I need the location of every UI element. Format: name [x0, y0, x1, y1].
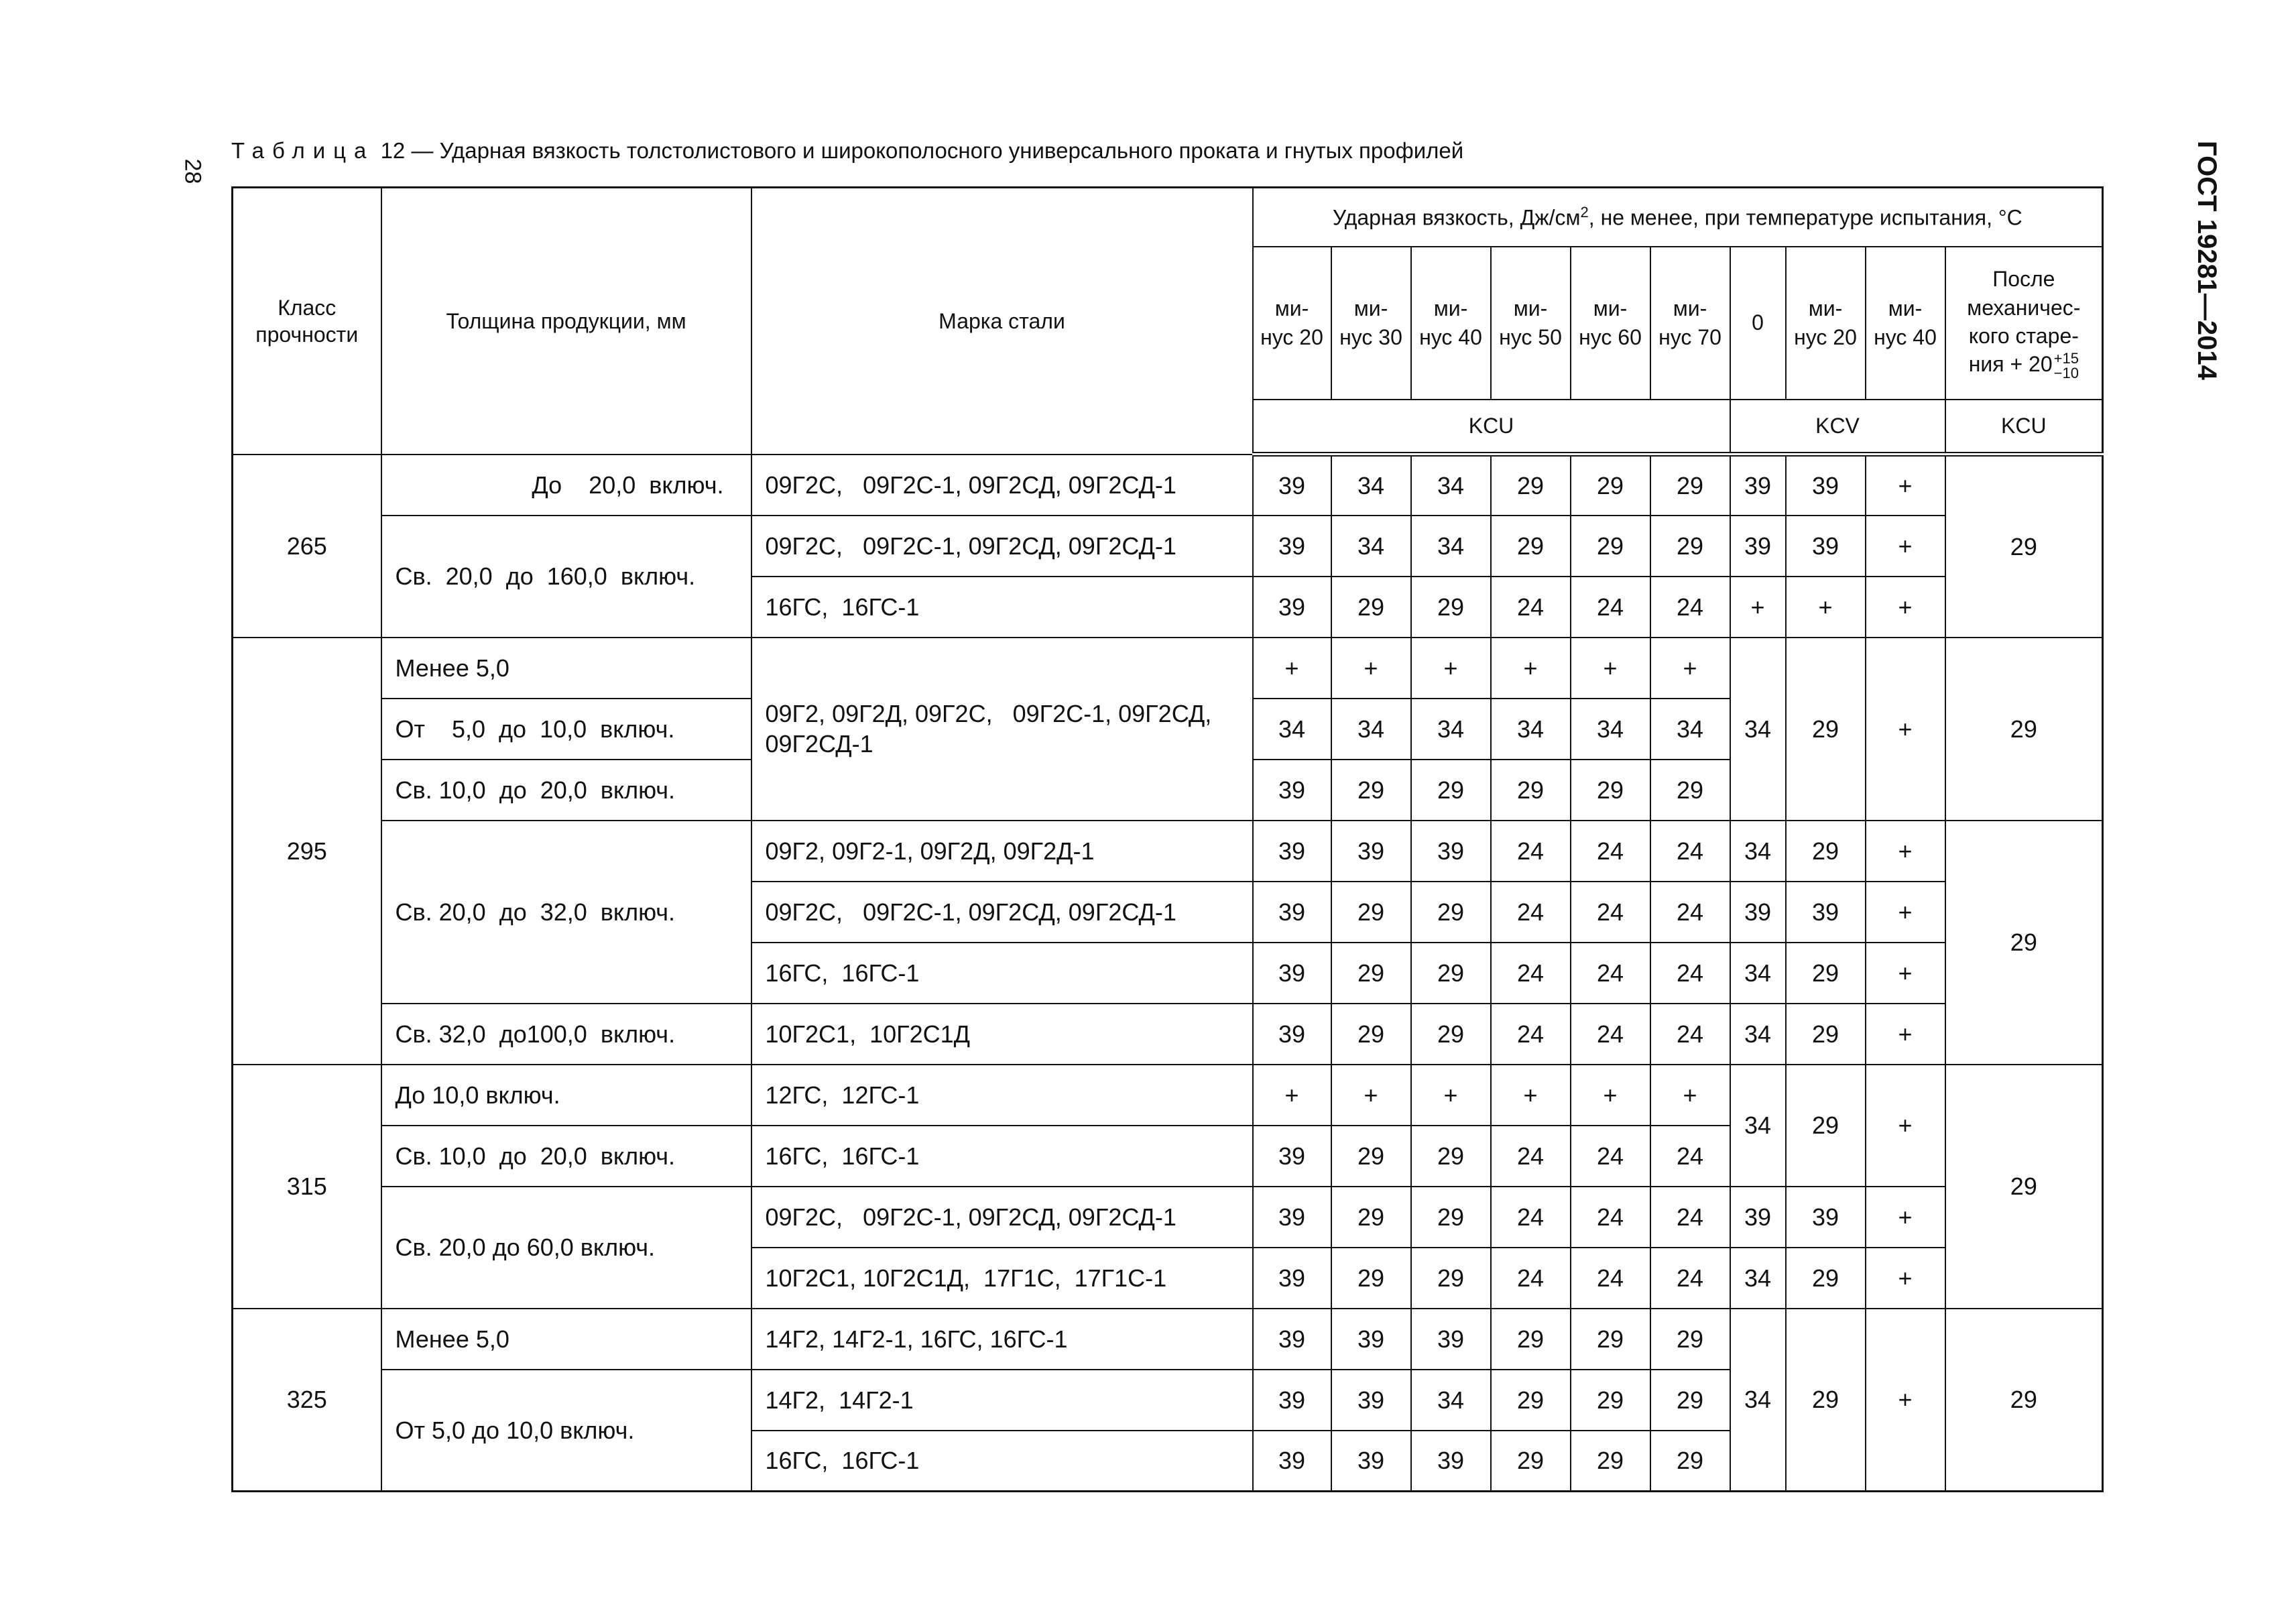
cell-value: + — [1331, 1065, 1411, 1126]
cell-value: 24 — [1491, 821, 1571, 882]
cell-grade: 16ГС, 16ГС-1 — [751, 1126, 1253, 1187]
cell-value: 39 — [1331, 1309, 1411, 1370]
cell-value: 24 — [1491, 1004, 1571, 1065]
cell-value: 39 — [1786, 882, 1866, 943]
cell-value: + — [1866, 821, 1945, 882]
cell-value: 24 — [1571, 943, 1650, 1004]
cell-value: 29 — [1571, 455, 1650, 516]
cell-grade: 14Г2, 14Г2-1 — [751, 1370, 1253, 1431]
cell-value: 34 — [1650, 699, 1730, 760]
cell-value: 29 — [1571, 1309, 1650, 1370]
cell-value: 34 — [1411, 1370, 1491, 1431]
cell-value: 24 — [1650, 821, 1730, 882]
cell-thickness: Св. 20,0 до 60,0 включ. — [381, 1187, 751, 1309]
document-code-text: ГОСТ 19281—2014 — [2192, 141, 2222, 380]
cell-value: + — [1866, 943, 1945, 1004]
cell-value: + — [1866, 1248, 1945, 1309]
cell-value: 29 — [1571, 1370, 1650, 1431]
cell-kcv-value: 34 — [1730, 638, 1786, 821]
caption-number: 12 — [380, 138, 406, 163]
header-kcv: KCV — [1730, 400, 1945, 455]
cell-value: 24 — [1650, 1126, 1730, 1187]
cell-value: 39 — [1730, 516, 1786, 577]
cell-value: 39 — [1253, 516, 1331, 577]
table-row — [233, 455, 2103, 516]
cell-aging: 29 — [1945, 821, 2103, 1065]
cell-value: + — [1866, 1187, 1945, 1248]
cell-aging: 29 — [1945, 638, 2103, 821]
cell-value: 24 — [1571, 1126, 1650, 1187]
header-temp-minus20: ми-нус 20 — [1253, 247, 1331, 400]
header-strength-class: Класс прочности — [233, 188, 381, 455]
cell-aging: 29 — [1945, 455, 2103, 638]
cell-value: + — [1331, 638, 1411, 699]
cell-thickness: Св. 10,0 до 20,0 включ. — [381, 760, 751, 821]
cell-value: 29 — [1411, 1248, 1491, 1309]
cell-value: 39 — [1730, 1187, 1786, 1248]
cell-value: 24 — [1650, 577, 1730, 638]
cell-value: 39 — [1253, 1004, 1331, 1065]
cell-value: 39 — [1253, 882, 1331, 943]
cell-value: 39 — [1331, 1370, 1411, 1431]
header-kcu-aging: KCU — [1945, 400, 2103, 455]
header-kcv-temp-minus20: ми-нус 20 — [1786, 247, 1866, 400]
cell-value: 29 — [1411, 577, 1491, 638]
header-impact-strength — [1253, 188, 2103, 247]
cell-value: 39 — [1411, 1431, 1491, 1492]
cell-value: 29 — [1411, 1126, 1491, 1187]
cell-kcv-value: 29 — [1786, 1065, 1866, 1187]
cell-value: 39 — [1253, 821, 1331, 882]
cell-value: + — [1866, 455, 1945, 516]
cell-aging: 29 — [1945, 1309, 2103, 1492]
cell-value: 29 — [1650, 516, 1730, 577]
cell-value: 34 — [1730, 821, 1786, 882]
cell-kcv-value: + — [1866, 638, 1945, 821]
cell-kcv-value: + — [1866, 1065, 1945, 1187]
cell-thickness: Св. 20,0 до 32,0 включ. — [381, 821, 751, 1004]
cell-class: 295 — [233, 638, 381, 1065]
cell-value: 24 — [1650, 1248, 1730, 1309]
cell-value: 29 — [1491, 1370, 1571, 1431]
cell-value: 39 — [1411, 1309, 1491, 1370]
cell-value: 29 — [1786, 821, 1866, 882]
header-aging-value: + 20 — [2010, 352, 2053, 377]
cell-value: 39 — [1411, 821, 1491, 882]
cell-value: 29 — [1650, 455, 1730, 516]
cell-thickness: Менее 5,0 — [381, 638, 751, 699]
cell-value: 29 — [1571, 760, 1650, 821]
aging-sup: +15 — [2053, 349, 2079, 367]
header-impact-text: Ударная вязкость, Дж/см — [1332, 205, 1581, 230]
cell-kcv-value: 29 — [1786, 638, 1866, 821]
cell-value: 24 — [1491, 1126, 1571, 1187]
cell-value: 29 — [1411, 882, 1491, 943]
header-thickness: Толщина продукции, мм — [381, 188, 751, 455]
cell-value: 29 — [1411, 760, 1491, 821]
table-row — [233, 516, 2103, 577]
header-temp-minus30: ми-нус 30 — [1331, 247, 1411, 400]
cell-value: 39 — [1786, 455, 1866, 516]
header-temp-minus50: ми-нус 50 — [1491, 247, 1571, 400]
header-kcu: KCU — [1253, 400, 1730, 455]
cell-value: + — [1650, 638, 1730, 699]
cell-value: 39 — [1253, 1126, 1331, 1187]
cell-value: 34 — [1571, 699, 1650, 760]
header-kcv-temp-minus40: ми-нус 40 — [1866, 247, 1945, 400]
cell-value: 29 — [1331, 1187, 1411, 1248]
cell-value: 29 — [1786, 1248, 1866, 1309]
cell-thickness: До 10,0 включ. — [381, 1065, 751, 1126]
cell-value: + — [1491, 638, 1571, 699]
cell-value: 24 — [1491, 943, 1571, 1004]
cell-value: 34 — [1411, 516, 1491, 577]
cell-value: 29 — [1331, 1248, 1411, 1309]
cell-value: 29 — [1411, 1004, 1491, 1065]
cell-value: + — [1730, 577, 1786, 638]
cell-thickness: До 20,0 включ. — [381, 455, 751, 516]
cell-grade: 14Г2, 14Г2-1, 16ГС, 16ГС-1 — [751, 1309, 1253, 1370]
cell-value: 39 — [1786, 1187, 1866, 1248]
cell-value: + — [1866, 1004, 1945, 1065]
header-after-aging — [1945, 247, 2103, 400]
cell-value: 34 — [1411, 455, 1491, 516]
cell-value: 29 — [1786, 943, 1866, 1004]
cell-value: 39 — [1253, 1187, 1331, 1248]
cell-value: 29 — [1331, 760, 1411, 821]
cell-kcv-value: 29 — [1786, 1309, 1866, 1492]
cell-value: 24 — [1491, 577, 1571, 638]
cell-value: 24 — [1491, 882, 1571, 943]
cell-value: 29 — [1491, 455, 1571, 516]
table-row — [233, 1309, 2103, 1370]
cell-value: + — [1571, 1065, 1650, 1126]
cell-value: + — [1786, 577, 1866, 638]
cell-value: 29 — [1491, 516, 1571, 577]
cell-value: 34 — [1253, 699, 1331, 760]
cell-value: 39 — [1331, 1431, 1411, 1492]
cell-aging: 29 — [1945, 1065, 2103, 1309]
table-caption — [231, 138, 1463, 164]
cell-grade: 09Г2С, 09Г2С-1, 09Г2СД, 09Г2СД-1 — [751, 516, 1253, 577]
cell-value: 24 — [1571, 1004, 1650, 1065]
cell-thickness: От 5,0 до 10,0 включ. — [381, 699, 751, 760]
header-aging-text: После механичес-кого старе-ния — [1967, 267, 2081, 377]
cell-grade: 09Г2С, 09Г2С-1, 09Г2СД, 09Г2СД-1 — [751, 1187, 1253, 1248]
cell-grade: 09Г2С, 09Г2С-1, 09Г2СД, 09Г2СД-1 — [751, 455, 1253, 516]
cell-value: 29 — [1331, 1126, 1411, 1187]
table-row — [233, 638, 2103, 699]
cell-value: + — [1253, 1065, 1331, 1126]
cell-value: 39 — [1253, 760, 1331, 821]
cell-kcv-value: 34 — [1730, 1309, 1786, 1492]
cell-value: 39 — [1730, 882, 1786, 943]
impact-strength-table — [231, 186, 2104, 1492]
cell-value: + — [1253, 638, 1331, 699]
cell-value: 34 — [1730, 943, 1786, 1004]
cell-value: 29 — [1491, 1431, 1571, 1492]
cell-class: 265 — [233, 455, 381, 638]
cell-value: 39 — [1253, 1431, 1331, 1492]
cell-value: 29 — [1650, 760, 1730, 821]
caption-text: — Ударная вязкость толстолистового и широкополосного универсального проката и гнутых профилей — [405, 138, 1464, 163]
cell-value: 24 — [1571, 882, 1650, 943]
cell-value: + — [1491, 1065, 1571, 1126]
cell-value: + — [1650, 1065, 1730, 1126]
header-aging-tolerance — [2054, 351, 2079, 381]
caption-label: Таблица — [231, 138, 375, 163]
cell-value: 24 — [1571, 1248, 1650, 1309]
cell-value: 39 — [1786, 516, 1866, 577]
cell-value: 29 — [1786, 1004, 1866, 1065]
header-impact-sup: 2 — [1580, 203, 1589, 221]
header-temp-zero: 0 — [1730, 247, 1786, 400]
cell-value: + — [1866, 882, 1945, 943]
cell-value: 34 — [1491, 699, 1571, 760]
page-number: 28 — [180, 158, 206, 184]
cell-value: 39 — [1331, 821, 1411, 882]
header-impact-text-2: , не менее, при температуре испытания, °С — [1588, 205, 2022, 230]
cell-value: 34 — [1331, 699, 1411, 760]
cell-grade: 16ГС, 16ГС-1 — [751, 943, 1253, 1004]
cell-value: 29 — [1491, 1309, 1571, 1370]
cell-grade: 09Г2, 09Г2-1, 09Г2Д, 09Г2Д-1 — [751, 821, 1253, 882]
cell-value: 39 — [1253, 577, 1331, 638]
header-temp-minus70: ми-нус 70 — [1650, 247, 1730, 400]
cell-value: 29 — [1411, 1187, 1491, 1248]
cell-value: + — [1411, 638, 1491, 699]
cell-grade: 10Г2С1, 10Г2С1Д — [751, 1004, 1253, 1065]
cell-grade: 16ГС, 16ГС-1 — [751, 1431, 1253, 1492]
cell-value: 34 — [1411, 699, 1491, 760]
cell-value: + — [1866, 577, 1945, 638]
cell-value: 39 — [1253, 1309, 1331, 1370]
table-row — [233, 1187, 2103, 1248]
cell-value: 29 — [1331, 943, 1411, 1004]
cell-value: 29 — [1491, 760, 1571, 821]
cell-value: 24 — [1650, 1004, 1730, 1065]
cell-value: 24 — [1571, 577, 1650, 638]
cell-value: 29 — [1650, 1309, 1730, 1370]
cell-value: 34 — [1730, 1004, 1786, 1065]
cell-value: 39 — [1253, 455, 1331, 516]
header-temp-minus60: ми-нус 60 — [1571, 247, 1650, 400]
cell-value: 39 — [1253, 1370, 1331, 1431]
cell-thickness: Менее 5,0 — [381, 1309, 751, 1370]
cell-value: 24 — [1571, 821, 1650, 882]
header-row-1 — [233, 188, 2103, 247]
cell-class: 315 — [233, 1065, 381, 1309]
cell-grade: 09Г2, 09Г2Д, 09Г2С, 09Г2С-1, 09Г2СД, 09Г2СД-1 — [751, 638, 1253, 821]
table-row — [233, 1004, 2103, 1065]
header-temp-minus40: ми-нус 40 — [1411, 247, 1491, 400]
cell-grade: 12ГС, 12ГС-1 — [751, 1065, 1253, 1126]
cell-thickness: Св. 20,0 до 160,0 включ. — [381, 516, 751, 638]
cell-grade: 16ГС, 16ГС-1 — [751, 577, 1253, 638]
cell-value: + — [1866, 516, 1945, 577]
cell-value: 24 — [1650, 882, 1730, 943]
document-code — [2187, 141, 2227, 382]
cell-value: 24 — [1571, 1187, 1650, 1248]
cell-grade: 10Г2С1, 10Г2С1Д, 17Г1С, 17Г1С-1 — [751, 1248, 1253, 1309]
cell-thickness: Св. 10,0 до 20,0 включ. — [381, 1126, 751, 1187]
cell-class: 325 — [233, 1309, 381, 1492]
cell-value: 29 — [1650, 1431, 1730, 1492]
cell-value: + — [1411, 1065, 1491, 1126]
header-steel-grade: Марка стали — [751, 188, 1253, 455]
cell-value: 24 — [1650, 943, 1730, 1004]
cell-value: 24 — [1491, 1248, 1571, 1309]
cell-value: 34 — [1331, 516, 1411, 577]
cell-value: 29 — [1571, 516, 1650, 577]
cell-value: 34 — [1331, 455, 1411, 516]
cell-value: 34 — [1730, 1248, 1786, 1309]
cell-kcv-value: 34 — [1730, 1065, 1786, 1187]
cell-value: 29 — [1411, 943, 1491, 1004]
cell-thickness: Св. 32,0 до100,0 включ. — [381, 1004, 751, 1065]
cell-grade: 09Г2С, 09Г2С-1, 09Г2СД, 09Г2СД-1 — [751, 882, 1253, 943]
cell-value: 39 — [1730, 455, 1786, 516]
cell-value: 24 — [1491, 1187, 1571, 1248]
cell-value: + — [1571, 638, 1650, 699]
cell-value: 39 — [1253, 1248, 1331, 1309]
aging-sub: −10 — [2053, 364, 2079, 381]
cell-value: 29 — [1331, 882, 1411, 943]
table-row — [233, 821, 2103, 882]
cell-value: 29 — [1331, 1004, 1411, 1065]
cell-value: 39 — [1253, 943, 1331, 1004]
cell-kcv-value: + — [1866, 1309, 1945, 1492]
cell-value: 24 — [1650, 1187, 1730, 1248]
cell-thickness: От 5,0 до 10,0 включ. — [381, 1370, 751, 1492]
table-row — [233, 1065, 2103, 1126]
cell-value: 29 — [1571, 1431, 1650, 1492]
cell-value: 29 — [1331, 577, 1411, 638]
cell-value: 29 — [1650, 1370, 1730, 1431]
